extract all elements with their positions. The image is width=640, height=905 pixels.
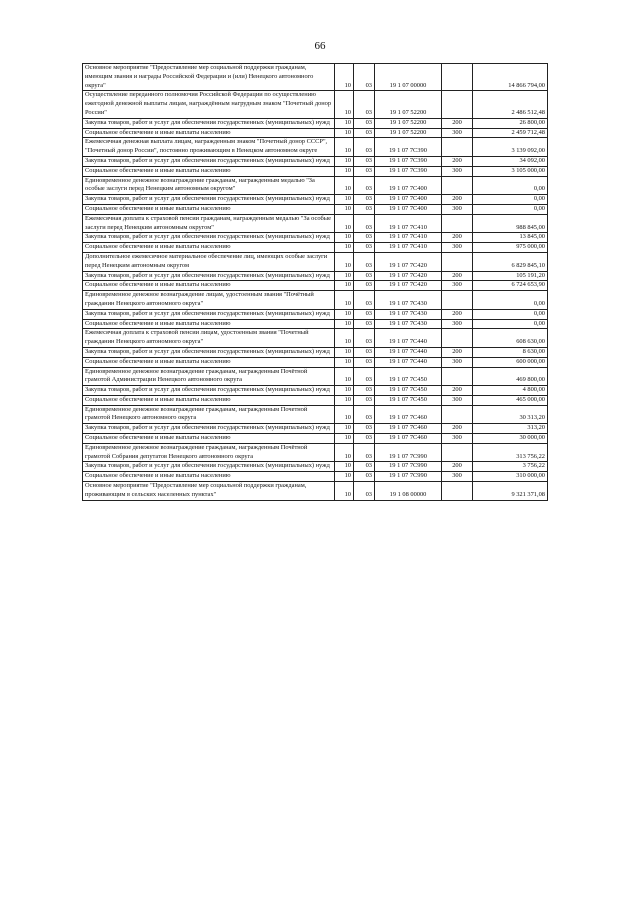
- table-row: [83, 118, 548, 128]
- row-subsection: 03: [354, 357, 375, 367]
- row-amount: 608 630,00: [473, 329, 548, 348]
- table-row: [83, 443, 548, 462]
- row-target-code: 19 1 07 7С430: [375, 309, 442, 319]
- row-section: 10: [335, 128, 354, 138]
- row-expense-type: [442, 138, 473, 157]
- row-section: 10: [335, 319, 354, 329]
- row-expense-type: 300: [442, 395, 473, 405]
- row-amount: 30 000,00: [473, 434, 548, 444]
- row-subsection: 03: [354, 462, 375, 472]
- row-amount: 13 845,00: [473, 233, 548, 243]
- row-subsection: 03: [354, 319, 375, 329]
- table-row: [83, 91, 548, 118]
- row-amount: 3 756,22: [473, 462, 548, 472]
- row-target-code: 19 1 07 7С410: [375, 233, 442, 243]
- row-subsection: 03: [354, 271, 375, 281]
- row-amount: 0,00: [473, 291, 548, 310]
- row-name: Ежемесячная доплата к страховой пенсии гражданам, награжденным медалью "За особые заслуги перед Ненецким автономным округом": [83, 214, 335, 233]
- row-section: 10: [335, 424, 354, 434]
- row-name: Основное мероприятие "Предоставление мер социальной поддержки гражданам, проживающим в сельских населенных пунктах": [83, 482, 335, 501]
- row-section: 10: [335, 329, 354, 348]
- row-subsection: 03: [354, 291, 375, 310]
- row-subsection: 03: [354, 138, 375, 157]
- row-target-code: 19 1 07 7С410: [375, 214, 442, 233]
- table-row: [83, 405, 548, 424]
- table-row: [83, 128, 548, 138]
- row-name: Социальное обеспечение и иные выплаты населению: [83, 319, 335, 329]
- row-expense-type: [442, 482, 473, 501]
- page-number: 66: [314, 40, 326, 52]
- row-amount: 0,00: [473, 176, 548, 195]
- row-name: Осуществление переданного полномочия Российской Федерации по осуществлению ежегодной денежной выплаты лицам, награждённым нагрудным знаком "Почетный донор России": [83, 91, 335, 118]
- table-row: [83, 243, 548, 253]
- row-target-code: 19 1 07 7С450: [375, 367, 442, 386]
- row-name: Закупка товаров, работ и услуг для обеспечения государственных (муниципальных) нужд: [83, 118, 335, 128]
- row-expense-type: 300: [442, 166, 473, 176]
- row-section: 10: [335, 357, 354, 367]
- row-expense-type: 300: [442, 243, 473, 253]
- budget-table-body: [83, 64, 548, 501]
- row-amount: 0,00: [473, 195, 548, 205]
- row-target-code: 19 1 07 52200: [375, 128, 442, 138]
- row-name: Закупка товаров, работ и услуг для обеспечения государственных (муниципальных) нужд: [83, 309, 335, 319]
- row-subsection: 03: [354, 128, 375, 138]
- table-row: [83, 64, 548, 91]
- row-amount: 2 486 512,48: [473, 91, 548, 118]
- row-expense-type: [442, 329, 473, 348]
- row-section: 10: [335, 195, 354, 205]
- row-name: Единовременное денежное вознаграждение гражданам, награжденным медалью "За особые заслуги перед Ненецким автономным округом": [83, 176, 335, 195]
- table-row: [83, 204, 548, 214]
- table-row: [83, 386, 548, 396]
- row-amount: 3 105 000,00: [473, 166, 548, 176]
- row-section: 10: [335, 166, 354, 176]
- row-name: Единовременное денежное вознаграждение лицам, удостоенным звания "Почётный гражданин Ненецкого автономного округа": [83, 291, 335, 310]
- table-row: [83, 329, 548, 348]
- row-target-code: 19 1 07 7С450: [375, 386, 442, 396]
- row-section: 10: [335, 472, 354, 482]
- row-subsection: 03: [354, 395, 375, 405]
- row-section: 10: [335, 281, 354, 291]
- row-section: 10: [335, 434, 354, 444]
- row-subsection: 03: [354, 195, 375, 205]
- row-amount: 14 866 794,00: [473, 64, 548, 91]
- row-target-code: 19 1 07 7С450: [375, 395, 442, 405]
- table-row: [83, 347, 548, 357]
- row-section: 10: [335, 462, 354, 472]
- row-target-code: 19 1 07 7С390: [375, 138, 442, 157]
- row-target-code: 19 1 07 7С410: [375, 243, 442, 253]
- row-target-code: 19 1 07 7С990: [375, 443, 442, 462]
- row-amount: 469 800,00: [473, 367, 548, 386]
- row-target-code: 19 1 07 7С440: [375, 347, 442, 357]
- row-subsection: 03: [354, 309, 375, 319]
- row-amount: 30 313,20: [473, 405, 548, 424]
- row-expense-type: 200: [442, 309, 473, 319]
- table-row: [83, 367, 548, 386]
- row-target-code: 19 1 07 7С440: [375, 357, 442, 367]
- table-row: [83, 281, 548, 291]
- row-target-code: 19 1 07 7С990: [375, 472, 442, 482]
- row-name: Дополнительное ежемесячное материальное обеспечение лиц, имеющих особые заслуги перед Ненецким автономным округом: [83, 252, 335, 271]
- row-expense-type: 300: [442, 128, 473, 138]
- row-name: Единовременное денежное вознаграждение гражданам, награжденным Почетной грамотой Ненецкого автономного округа: [83, 405, 335, 424]
- table-row: [83, 482, 548, 501]
- table-row: [83, 291, 548, 310]
- row-name: Закупка товаров, работ и услуг для обеспечения государственных (муниципальных) нужд: [83, 271, 335, 281]
- row-target-code: 19 1 07 7С420: [375, 281, 442, 291]
- row-amount: 6 829 845,10: [473, 252, 548, 271]
- row-subsection: 03: [354, 367, 375, 386]
- table-row: [83, 357, 548, 367]
- row-target-code: 19 1 07 7С430: [375, 291, 442, 310]
- row-target-code: 19 1 07 7С460: [375, 434, 442, 444]
- row-name: Закупка товаров, работ и услуг для обеспечения государственных (муниципальных) нужд: [83, 386, 335, 396]
- row-subsection: 03: [354, 91, 375, 118]
- row-subsection: 03: [354, 405, 375, 424]
- row-subsection: 03: [354, 424, 375, 434]
- row-section: 10: [335, 347, 354, 357]
- row-target-code: 19 1 07 7С420: [375, 271, 442, 281]
- row-name: Закупка товаров, работ и услуг для обеспечения государственных (муниципальных) нужд: [83, 347, 335, 357]
- row-subsection: 03: [354, 472, 375, 482]
- row-amount: 9 321 371,08: [473, 482, 548, 501]
- row-expense-type: 300: [442, 472, 473, 482]
- table-row: [83, 214, 548, 233]
- row-section: 10: [335, 482, 354, 501]
- row-target-code: 19 1 07 7С400: [375, 204, 442, 214]
- row-name: Социальное обеспечение и иные выплаты населению: [83, 128, 335, 138]
- row-name: Ежемесячная денежная выплата лицам, награжденным знаком "Почетный донор СССР", "Почетный донор России", постоянно проживающим в Ненецком автономном округе: [83, 138, 335, 157]
- row-amount: 0,00: [473, 319, 548, 329]
- row-amount: 2 459 712,48: [473, 128, 548, 138]
- row-name: Закупка товаров, работ и услуг для обеспечения государственных (муниципальных) нужд: [83, 156, 335, 166]
- row-expense-type: 200: [442, 462, 473, 472]
- row-section: 10: [335, 395, 354, 405]
- row-expense-type: [442, 252, 473, 271]
- row-target-code: 19 1 07 7С390: [375, 166, 442, 176]
- row-name: Единовременное денежное вознаграждение гражданам, награжденным Почётной грамотой Администрации Ненецкого автономного округа: [83, 367, 335, 386]
- row-amount: 465 000,00: [473, 395, 548, 405]
- row-subsection: 03: [354, 156, 375, 166]
- row-subsection: 03: [354, 281, 375, 291]
- row-amount: 34 092,00: [473, 156, 548, 166]
- table-row: [83, 252, 548, 271]
- row-expense-type: 200: [442, 156, 473, 166]
- table-row: [83, 424, 548, 434]
- row-expense-type: 300: [442, 357, 473, 367]
- row-amount: 6 724 653,90: [473, 281, 548, 291]
- row-section: 10: [335, 233, 354, 243]
- table-row: [83, 462, 548, 472]
- row-amount: 4 800,00: [473, 386, 548, 396]
- row-name: Социальное обеспечение и иные выплаты населению: [83, 357, 335, 367]
- row-expense-type: 200: [442, 386, 473, 396]
- row-expense-type: [442, 214, 473, 233]
- row-section: 10: [335, 64, 354, 91]
- row-amount: 8 630,00: [473, 347, 548, 357]
- row-section: 10: [335, 204, 354, 214]
- row-name: Социальное обеспечение и иные выплаты населению: [83, 204, 335, 214]
- table-row: [83, 319, 548, 329]
- row-expense-type: 200: [442, 195, 473, 205]
- table-row: [83, 434, 548, 444]
- table-row: [83, 138, 548, 157]
- row-name: Закупка товаров, работ и услуг для обеспечения государственных (муниципальных) нужд: [83, 424, 335, 434]
- row-section: 10: [335, 118, 354, 128]
- row-section: 10: [335, 443, 354, 462]
- row-section: 10: [335, 214, 354, 233]
- row-expense-type: 200: [442, 118, 473, 128]
- table-row: [83, 233, 548, 243]
- budget-table: [82, 63, 548, 501]
- row-target-code: 19 1 07 7С390: [375, 156, 442, 166]
- row-subsection: 03: [354, 118, 375, 128]
- row-section: 10: [335, 386, 354, 396]
- row-section: 10: [335, 176, 354, 195]
- row-section: 10: [335, 91, 354, 118]
- row-target-code: 19 1 07 7С460: [375, 405, 442, 424]
- row-subsection: 03: [354, 482, 375, 501]
- row-subsection: 03: [354, 233, 375, 243]
- row-target-code: 19 1 07 52200: [375, 91, 442, 118]
- row-amount: 313 756,22: [473, 443, 548, 462]
- row-section: 10: [335, 156, 354, 166]
- row-section: 10: [335, 291, 354, 310]
- table-row: [83, 309, 548, 319]
- row-section: 10: [335, 405, 354, 424]
- row-target-code: 19 1 07 7С460: [375, 424, 442, 434]
- row-target-code: 19 1 07 7С430: [375, 319, 442, 329]
- row-target-code: 19 1 07 00000: [375, 64, 442, 91]
- row-subsection: 03: [354, 64, 375, 91]
- row-target-code: 19 1 07 7С990: [375, 462, 442, 472]
- row-amount: 988 845,00: [473, 214, 548, 233]
- row-amount: 3 139 092,00: [473, 138, 548, 157]
- row-amount: 600 000,00: [473, 357, 548, 367]
- row-amount: 975 000,00: [473, 243, 548, 253]
- row-expense-type: [442, 291, 473, 310]
- row-amount: 26 800,00: [473, 118, 548, 128]
- row-name: Социальное обеспечение и иные выплаты населению: [83, 166, 335, 176]
- row-target-code: 19 1 07 7С440: [375, 329, 442, 348]
- row-name: Основное мероприятие "Предоставление мер социальной поддержки гражданам, имеющим звания и награды Российской Федерации и (или) Ненецкого автономного округа": [83, 64, 335, 91]
- row-amount: 105 191,20: [473, 271, 548, 281]
- row-section: 10: [335, 252, 354, 271]
- row-expense-type: [442, 91, 473, 118]
- row-subsection: 03: [354, 443, 375, 462]
- row-expense-type: [442, 367, 473, 386]
- row-amount: 0,00: [473, 309, 548, 319]
- row-expense-type: [442, 405, 473, 424]
- row-target-code: 19 1 07 52200: [375, 118, 442, 128]
- row-subsection: 03: [354, 386, 375, 396]
- row-subsection: 03: [354, 176, 375, 195]
- table-row: [83, 395, 548, 405]
- row-name: Закупка товаров, работ и услуг для обеспечения государственных (муниципальных) нужд: [83, 195, 335, 205]
- row-section: 10: [335, 138, 354, 157]
- row-name: Социальное обеспечение и иные выплаты населению: [83, 395, 335, 405]
- row-expense-type: 200: [442, 424, 473, 434]
- row-target-code: 19 1 07 7С400: [375, 195, 442, 205]
- row-expense-type: 300: [442, 434, 473, 444]
- row-subsection: 03: [354, 243, 375, 253]
- table-row: [83, 271, 548, 281]
- row-expense-type: [442, 176, 473, 195]
- row-name: Социальное обеспечение и иные выплаты населению: [83, 434, 335, 444]
- row-subsection: 03: [354, 347, 375, 357]
- row-subsection: 03: [354, 434, 375, 444]
- row-expense-type: [442, 64, 473, 91]
- row-subsection: 03: [354, 166, 375, 176]
- table-row: [83, 176, 548, 195]
- row-name: Социальное обеспечение и иные выплаты населению: [83, 472, 335, 482]
- table-row: [83, 166, 548, 176]
- table-row: [83, 472, 548, 482]
- row-name: Ежемесячная доплата к страховой пенсии лицам, удостоенным звания "Почетный гражданин Ненецкого автономного округа": [83, 329, 335, 348]
- row-amount: 0,00: [473, 204, 548, 214]
- row-name: Социальное обеспечение и иные выплаты населению: [83, 243, 335, 253]
- row-section: 10: [335, 367, 354, 386]
- row-name: Социальное обеспечение и иные выплаты населению: [83, 281, 335, 291]
- row-target-code: 19 1 07 7С400: [375, 176, 442, 195]
- row-expense-type: 200: [442, 271, 473, 281]
- row-expense-type: 200: [442, 347, 473, 357]
- row-name: Единовременное денежное вознаграждение гражданам, награжденным Почётной грамотой Собрания депутатов Ненецкого автономного округа: [83, 443, 335, 462]
- table-row: [83, 156, 548, 166]
- row-expense-type: 300: [442, 319, 473, 329]
- row-expense-type: 300: [442, 281, 473, 291]
- row-expense-type: 300: [442, 204, 473, 214]
- row-amount: 313,20: [473, 424, 548, 434]
- row-section: 10: [335, 271, 354, 281]
- row-subsection: 03: [354, 214, 375, 233]
- row-expense-type: [442, 443, 473, 462]
- row-section: 10: [335, 309, 354, 319]
- row-subsection: 03: [354, 204, 375, 214]
- row-subsection: 03: [354, 329, 375, 348]
- row-subsection: 03: [354, 252, 375, 271]
- row-expense-type: 200: [442, 233, 473, 243]
- row-target-code: 19 1 07 7С420: [375, 252, 442, 271]
- table-row: [83, 195, 548, 205]
- row-amount: 310 000,00: [473, 472, 548, 482]
- row-target-code: 19 1 08 00000: [375, 482, 442, 501]
- row-section: 10: [335, 243, 354, 253]
- row-name: Закупка товаров, работ и услуг для обеспечения государственных (муниципальных) нужд: [83, 462, 335, 472]
- row-name: Закупка товаров, работ и услуг для обеспечения государственных (муниципальных) нужд: [83, 233, 335, 243]
